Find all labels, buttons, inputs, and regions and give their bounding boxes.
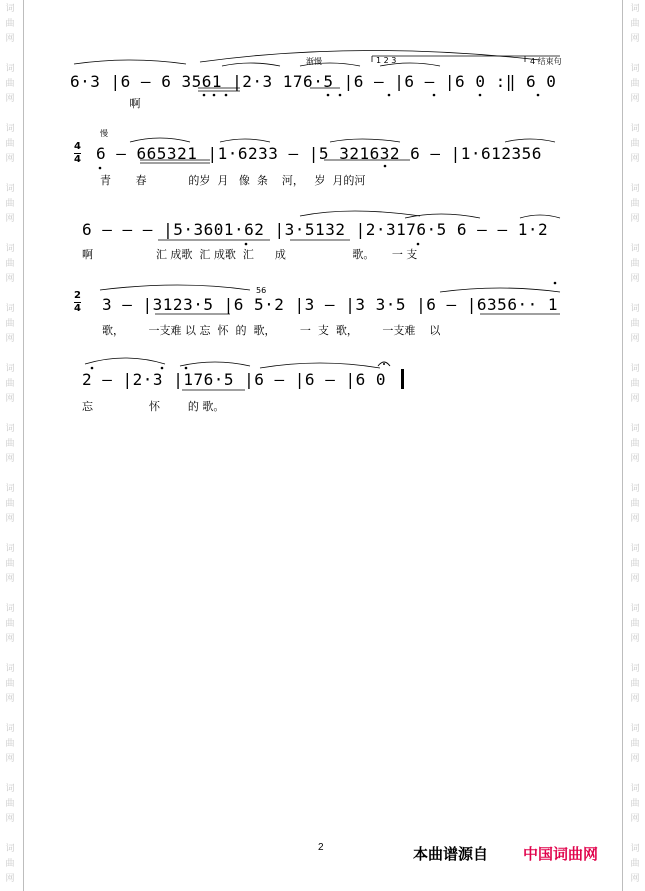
watermark-char: 网 xyxy=(630,514,640,524)
watermark-char: 网 xyxy=(5,874,15,884)
notes-row-3: 6 — — — |5·3601·62 |3·5132 |2·3176·5 6 — — 1·2 xyxy=(82,220,549,239)
time-signature-bottom: 4 xyxy=(74,303,81,314)
watermark-char: 网 xyxy=(5,814,15,824)
lyrics-row-3: 啊 汇 成歌 汇 成歌 汇 成 歌。 一 支 xyxy=(82,248,418,261)
watermark-char: 网 xyxy=(5,274,15,284)
watermark-char: 词 xyxy=(5,844,15,854)
watermark-char: 曲 xyxy=(630,739,640,749)
watermark-char: 网 xyxy=(630,214,640,224)
watermark-char: 网 xyxy=(630,874,640,884)
watermark-char: 词 xyxy=(5,484,15,494)
watermark-char: 网 xyxy=(5,154,15,164)
watermark-char: 曲 xyxy=(630,319,640,329)
watermark-char: 曲 xyxy=(630,619,640,629)
watermark-char: 曲 xyxy=(630,439,640,449)
watermark-char: 曲 xyxy=(5,439,15,449)
watermark-char: 曲 xyxy=(5,19,15,29)
watermark-char: 曲 xyxy=(5,259,15,269)
watermark-char: 词 xyxy=(5,544,15,554)
watermark-char: 词 xyxy=(630,424,640,434)
watermark-char: 曲 xyxy=(630,559,640,569)
watermark-char: 曲 xyxy=(5,619,15,629)
watermark-char: 曲 xyxy=(630,259,640,269)
watermark-char: 曲 xyxy=(630,859,640,869)
watermark-char: 曲 xyxy=(5,139,15,149)
time-signature-top: 4 xyxy=(74,141,81,152)
source-label: 本曲谱源自 xyxy=(413,845,489,863)
watermark-char: 网 xyxy=(630,34,640,44)
watermark-char: 网 xyxy=(5,454,15,464)
watermark-char: 词 xyxy=(5,364,15,374)
watermark-char: 网 xyxy=(5,94,15,104)
watermark-char: 词 xyxy=(630,244,640,254)
watermark-char: 曲 xyxy=(5,199,15,209)
watermark-char: 网 xyxy=(630,394,640,404)
watermark-char: 曲 xyxy=(5,799,15,809)
watermark-char: 曲 xyxy=(630,379,640,389)
watermark-char: 网 xyxy=(630,574,640,584)
watermark-char: 词 xyxy=(630,664,640,674)
watermark-char: 曲 xyxy=(630,679,640,689)
watermark-char: 网 xyxy=(630,754,640,764)
watermark-char: 网 xyxy=(630,154,640,164)
watermark-char: 曲 xyxy=(5,679,15,689)
watermark-char: 曲 xyxy=(5,739,15,749)
watermark-char: 曲 xyxy=(630,19,640,29)
watermark-char: 词 xyxy=(630,784,640,794)
site-name-link[interactable]: 中国词曲网 xyxy=(523,845,599,863)
watermark-char: 曲 xyxy=(5,859,15,869)
watermark-char: 曲 xyxy=(630,799,640,809)
lyrics-row-2: 青 春 的岁 月 像 条 河， 岁 月的河 xyxy=(100,174,366,187)
watermark-char: 词 xyxy=(630,604,640,614)
watermark-char: 词 xyxy=(630,484,640,494)
watermark-char: 曲 xyxy=(5,79,15,89)
watermark-char: 网 xyxy=(630,334,640,344)
watermark-char: 词 xyxy=(5,64,15,74)
watermark-char: 网 xyxy=(5,754,15,764)
watermark-char: 曲 xyxy=(5,499,15,509)
watermark-char: 网 xyxy=(630,274,640,284)
notes-row-4: 3 — |3123·5 |6 5·2 |3 — |3 3·5 |6 — |6356·· 1 xyxy=(102,295,558,314)
watermark-char: 网 xyxy=(5,394,15,404)
watermark-char: 曲 xyxy=(5,379,15,389)
watermark-char: 网 xyxy=(630,634,640,644)
volta-1-label: 1 2 3 xyxy=(376,56,397,65)
grace-notes-56: 56 xyxy=(256,286,267,295)
time-signature-bottom: 4 xyxy=(74,154,81,165)
watermark-char: 网 xyxy=(630,694,640,704)
watermark-char: 曲 xyxy=(630,79,640,89)
lyrics-row-4: 歌， 一支难 以 忘 怀 的 歌， 一 支 歌， 一支难 以 xyxy=(102,324,441,337)
notes-row-1: 6·3 |6 — 6 3561 |2·3 176·5 |6 — |6 — |6 0 :‖ 6 0 xyxy=(70,72,557,91)
watermark-char: 网 xyxy=(630,454,640,464)
watermark-char: 曲 xyxy=(630,199,640,209)
watermark-char: 词 xyxy=(5,424,15,434)
notes-row-2: 6 — 665321 |1·6233 — |5 321632 6 — |1·612356 xyxy=(96,144,542,163)
watermark-char: 词 xyxy=(630,124,640,134)
watermark-char: 词 xyxy=(5,184,15,194)
watermark-char: 词 xyxy=(5,244,15,254)
page-number: 2 xyxy=(318,842,324,853)
watermark-char: 词 xyxy=(5,304,15,314)
watermark-char: 网 xyxy=(5,514,15,524)
watermark-char: 词 xyxy=(630,64,640,74)
watermark-char: 词 xyxy=(630,844,640,854)
watermark-char: 网 xyxy=(5,694,15,704)
watermark-char: 词 xyxy=(5,124,15,134)
watermark-char: 词 xyxy=(630,544,640,554)
watermark-char: 网 xyxy=(5,574,15,584)
tempo-mark-slow: 慢 xyxy=(100,129,108,138)
watermark-char: 词 xyxy=(5,664,15,674)
watermark-char: 曲 xyxy=(5,319,15,329)
time-signature-top: 2 xyxy=(74,290,81,301)
watermark-char: 网 xyxy=(5,634,15,644)
watermark-char: 曲 xyxy=(630,499,640,509)
watermark-char: 网 xyxy=(5,34,15,44)
volta-2-label: 4 结束句 xyxy=(530,57,562,66)
watermark-char: 词 xyxy=(630,4,640,14)
notes-row-5: 2 — |2·3 |176·5 |6 — |6 — |6 0 xyxy=(82,370,386,389)
watermark-char: 曲 xyxy=(5,559,15,569)
watermark-char: 词 xyxy=(5,784,15,794)
watermark-char: 网 xyxy=(5,334,15,344)
watermark-char: 词 xyxy=(630,364,640,374)
tempo-mark-rit: 渐慢 xyxy=(306,57,322,66)
watermark-char: 曲 xyxy=(630,139,640,149)
watermark-char: 词 xyxy=(5,604,15,614)
watermark-char: 词 xyxy=(630,724,640,734)
watermark-char: 词 xyxy=(5,4,15,14)
watermark-char: 网 xyxy=(630,814,640,824)
watermark-char: 网 xyxy=(5,214,15,224)
lyrics-row-1: 啊 xyxy=(70,97,141,110)
watermark-char: 词 xyxy=(5,724,15,734)
watermark-char: 词 xyxy=(630,184,640,194)
watermark-char: 词 xyxy=(630,304,640,314)
watermark-char: 网 xyxy=(630,94,640,104)
lyrics-row-5: 忘 怀 的 歌。 xyxy=(82,400,225,413)
